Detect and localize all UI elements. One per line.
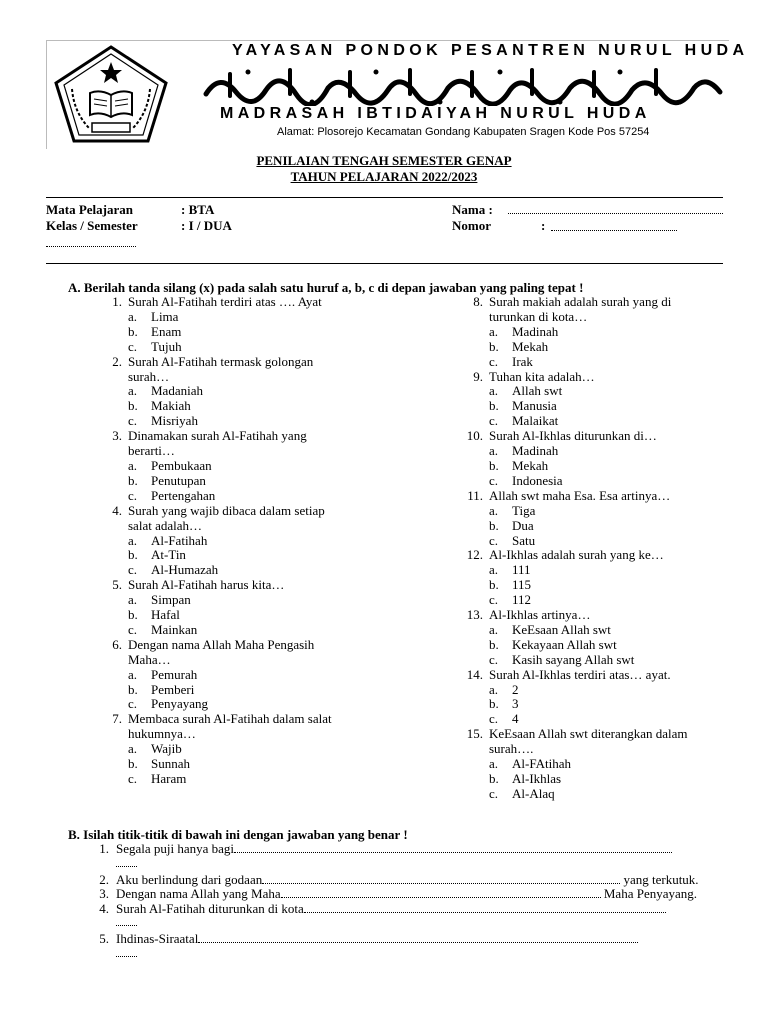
answer-option[interactable] xyxy=(104,683,374,698)
fill-in-item xyxy=(92,887,732,902)
item-number: 5. xyxy=(99,931,109,947)
fill-in-item xyxy=(92,873,732,888)
answer-option[interactable] xyxy=(465,787,735,802)
answer-option[interactable] xyxy=(465,683,735,698)
fill-in-list xyxy=(92,842,732,963)
option-text: Malaikat xyxy=(512,413,559,429)
answer-option[interactable] xyxy=(465,355,735,370)
question-text: Maha… xyxy=(128,651,171,667)
question-number: 10. xyxy=(466,428,483,444)
question-text-line xyxy=(465,295,735,310)
class-label: Kelas / Semester xyxy=(46,218,138,233)
option-text: 2 xyxy=(512,681,519,697)
answer-option[interactable] xyxy=(104,399,374,414)
option-letter: b. xyxy=(128,398,138,414)
option-text: KeEsaan Allah swt xyxy=(512,621,611,637)
number-field-continued[interactable] xyxy=(46,246,136,247)
item-number: 2. xyxy=(99,871,109,887)
question-number: 9. xyxy=(473,368,483,384)
question xyxy=(465,489,735,549)
option-letter: b. xyxy=(128,547,138,563)
option-letter: c. xyxy=(128,621,138,637)
option-text: Madaniah xyxy=(151,383,203,399)
option-letter: a. xyxy=(489,502,499,518)
answer-option[interactable] xyxy=(465,504,735,519)
number-field[interactable] xyxy=(551,230,677,231)
option-letter: b. xyxy=(128,681,138,697)
answer-option[interactable] xyxy=(465,712,735,727)
option-text: Pemurah xyxy=(151,666,198,682)
question-text: Dinamakan surah Al-Fatihah yang xyxy=(128,428,307,444)
option-letter: a. xyxy=(489,323,499,339)
answer-option[interactable] xyxy=(465,459,735,474)
question-text-line xyxy=(104,355,374,370)
question-text: hukumnya… xyxy=(128,726,196,742)
question xyxy=(465,370,735,430)
option-letter: b. xyxy=(489,696,499,712)
question-text-line xyxy=(104,370,374,385)
item-suffix: yang terkutuk. xyxy=(620,871,699,887)
subject-value: : BTA xyxy=(181,202,215,217)
option-text: Pemberi xyxy=(151,681,195,697)
answer-option[interactable] xyxy=(465,399,735,414)
question xyxy=(104,355,374,430)
answer-option[interactable] xyxy=(465,772,735,787)
answer-option[interactable] xyxy=(465,444,735,459)
exam-title: PENILAIAN TENGAH SEMESTER GENAP xyxy=(256,153,512,168)
option-letter: c. xyxy=(489,592,499,608)
option-letter: b. xyxy=(489,577,499,593)
answer-option[interactable] xyxy=(104,414,374,429)
answer-blank[interactable] xyxy=(262,874,620,884)
question-text: Surah Al-Fatihah terdiri atas …. Ayat xyxy=(128,294,322,309)
option-letter: c. xyxy=(489,785,499,801)
question-number: 3. xyxy=(112,428,122,444)
question xyxy=(465,429,735,489)
question-text: Surah Al-Fatihah termask golongan xyxy=(128,353,314,369)
option-text: Hafal xyxy=(151,607,180,623)
question-text-line xyxy=(465,668,735,683)
question-number: 7. xyxy=(112,711,122,727)
question-text: berarti… xyxy=(128,443,175,459)
option-text: Madinah xyxy=(512,323,559,339)
question-text: Surah yang wajib dibaca dalam setiap xyxy=(128,502,325,518)
question-text-line xyxy=(104,504,374,519)
class-value: : I / DUA xyxy=(181,218,232,233)
answer-option[interactable] xyxy=(465,474,735,489)
question-number: 4. xyxy=(112,502,122,518)
question-text-line xyxy=(465,727,735,742)
item-number: 1. xyxy=(99,841,109,856)
option-letter: a. xyxy=(489,621,499,637)
divider-bottom xyxy=(46,263,723,264)
option-letter: c. xyxy=(128,487,138,503)
name-label: Nama : xyxy=(452,202,493,217)
option-text: Allah swt xyxy=(512,383,563,399)
answer-option[interactable] xyxy=(104,608,374,623)
option-letter: a. xyxy=(489,383,499,399)
option-text: Haram xyxy=(151,771,187,786)
question-text-line xyxy=(465,429,735,444)
number-colon: : xyxy=(541,218,546,233)
question xyxy=(104,429,374,504)
answer-option[interactable] xyxy=(104,340,374,355)
question-text-line xyxy=(104,578,374,593)
question-text: Al-Ikhlas artinya… xyxy=(489,607,591,623)
item-text: Ihdinas-Siraatal xyxy=(116,931,199,947)
option-text: Penyayang xyxy=(151,696,209,712)
answer-option[interactable] xyxy=(104,742,374,757)
answer-option[interactable] xyxy=(465,325,735,340)
question-text: Surah makiah adalah surah yang di xyxy=(489,294,672,309)
question-text-line xyxy=(465,310,735,325)
answer-option[interactable] xyxy=(465,534,735,549)
question-text: salat adalah… xyxy=(128,517,202,533)
option-letter: a. xyxy=(489,562,499,578)
option-text: 112 xyxy=(512,592,532,608)
option-letter: a. xyxy=(128,592,138,608)
answer-option[interactable] xyxy=(465,623,735,638)
option-text: Wajib xyxy=(151,741,182,757)
option-text: Irak xyxy=(512,353,533,369)
answer-blank[interactable] xyxy=(281,888,601,898)
answer-option[interactable] xyxy=(465,414,735,429)
question xyxy=(465,727,735,802)
option-text: Misriyah xyxy=(151,413,198,429)
answer-option[interactable] xyxy=(104,310,374,325)
option-letter: c. xyxy=(489,413,499,429)
option-text: Satu xyxy=(512,532,536,548)
answer-blank[interactable] xyxy=(234,843,672,853)
option-text: Sunnah xyxy=(151,756,190,772)
option-text: Mekah xyxy=(512,338,549,354)
question-text-line xyxy=(465,548,735,563)
question-text: KeEsaan Allah swt diterangkan dalam xyxy=(489,726,688,742)
question-number: 11. xyxy=(467,487,483,503)
option-text: Al-Fatihah xyxy=(151,532,208,548)
answer-option[interactable] xyxy=(104,489,374,504)
answer-option[interactable] xyxy=(104,563,374,578)
answer-blank-continued[interactable] xyxy=(116,916,137,926)
item-text: Dengan nama Allah yang Maha xyxy=(116,886,281,902)
option-text: At-Tin xyxy=(151,547,186,563)
question-text: Surah Al-Fatihah harus kita… xyxy=(128,577,285,593)
option-letter: b. xyxy=(489,398,499,414)
option-letter: b. xyxy=(489,636,499,652)
option-letter: c. xyxy=(128,562,138,578)
option-letter: b. xyxy=(128,472,138,488)
option-text: 115 xyxy=(512,577,532,593)
question xyxy=(104,295,374,355)
option-text: Tujuh xyxy=(151,338,182,354)
option-text: Mainkan xyxy=(151,621,198,637)
question-number: 12. xyxy=(466,547,483,563)
question-text: Allah swt maha Esa. Esa artinya… xyxy=(489,487,671,503)
option-text: Al-FAtihah xyxy=(512,756,571,772)
school-address: Alamat: Plosorejo Kecamatan Gondang Kabupaten Sragen Kode Pos 57254 xyxy=(277,126,650,138)
question xyxy=(104,712,374,787)
question-text: Dengan nama Allah Maha Pengasih xyxy=(128,636,315,652)
option-text: Penutupan xyxy=(151,472,206,488)
option-text: Makiah xyxy=(151,398,191,414)
option-text: Kasih sayang Allah swt xyxy=(512,651,635,667)
question-text: surah…. xyxy=(489,741,534,757)
option-text: Indonesia xyxy=(512,472,563,488)
option-letter: c. xyxy=(489,353,499,369)
question-text-line xyxy=(104,519,374,534)
option-text: Lima xyxy=(151,308,179,324)
option-letter: c. xyxy=(489,532,499,548)
option-letter: c. xyxy=(489,472,499,488)
question-text-line xyxy=(104,712,374,727)
question-text-line xyxy=(465,608,735,623)
question-text-line xyxy=(104,653,374,668)
option-text: 4 xyxy=(512,711,519,727)
option-text: Manusia xyxy=(512,398,557,414)
option-letter: b. xyxy=(128,756,138,772)
question-text-line xyxy=(104,429,374,444)
answer-option[interactable] xyxy=(104,623,374,638)
option-text: Simpan xyxy=(151,592,191,608)
fill-in-item xyxy=(92,902,732,927)
answer-option[interactable] xyxy=(104,384,374,399)
question-number: 8. xyxy=(473,294,483,309)
option-letter: b. xyxy=(489,457,499,473)
question-text: Al-Ikhlas adalah surah yang ke… xyxy=(489,547,664,563)
answer-blank-continued[interactable] xyxy=(116,947,137,957)
answer-blank[interactable] xyxy=(304,903,666,913)
question-number: 14. xyxy=(466,666,483,682)
question xyxy=(465,548,735,608)
option-text: Dua xyxy=(512,517,534,533)
school-name: MADRASAH IBTIDAIYAH NURUL HUDA xyxy=(220,105,651,122)
option-text: Kekayaan Allah swt xyxy=(512,636,617,652)
option-letter: a. xyxy=(489,756,499,772)
answer-option[interactable] xyxy=(104,548,374,563)
item-suffix: Maha Penyayang. xyxy=(600,886,698,902)
answer-option[interactable] xyxy=(104,697,374,712)
question-number: 15. xyxy=(466,726,483,742)
option-text: Tiga xyxy=(512,502,536,518)
option-letter: c. xyxy=(128,413,138,429)
item-number: 3. xyxy=(99,886,109,902)
option-text: Al-Humazah xyxy=(151,562,219,578)
answer-option[interactable] xyxy=(104,325,374,340)
option-text: Al-Alaq xyxy=(512,785,555,801)
question xyxy=(465,668,735,728)
option-text: 111 xyxy=(512,562,531,578)
option-letter: b. xyxy=(489,517,499,533)
fill-in-item xyxy=(92,932,732,957)
item-text: Surah Al-Fatihah diturunkan di kota xyxy=(116,900,304,916)
answer-option[interactable] xyxy=(104,757,374,772)
option-letter: a. xyxy=(489,443,499,459)
answer-option[interactable] xyxy=(465,697,735,712)
answer-option[interactable] xyxy=(465,384,735,399)
question-text: surah… xyxy=(128,368,170,384)
option-letter: a. xyxy=(128,308,138,324)
option-text: Mekah xyxy=(512,457,549,473)
questions-left-column xyxy=(104,295,374,787)
question xyxy=(465,608,735,668)
section-b-heading: B. Isilah titik-titik di bawah ini dengan jawaban yang benar ! xyxy=(68,827,408,842)
question xyxy=(104,578,374,638)
subject-label: Mata Pelajaran xyxy=(46,202,134,217)
fill-in-item xyxy=(92,842,732,867)
question-number: 6. xyxy=(112,636,122,652)
question-text: Membaca surah Al-Fatihah dalam salat xyxy=(128,711,332,727)
section-a-heading: A. Berilah tanda silang (x) pada salah satu huruf a, b, c di depan jawaban yang paling tepat ! xyxy=(68,280,584,295)
answer-option[interactable] xyxy=(465,578,735,593)
answer-option[interactable] xyxy=(465,593,735,608)
foundation-name: YAYASAN PONDOK PESANTREN NURUL HUDA xyxy=(232,42,749,59)
question-number: 1. xyxy=(112,294,122,309)
option-text: Madinah xyxy=(512,443,559,459)
option-letter: c. xyxy=(128,771,138,786)
option-text: Pertengahan xyxy=(151,487,216,503)
option-letter: c. xyxy=(128,338,138,354)
option-letter: a. xyxy=(128,666,138,682)
question-text: Tuhan kita adalah… xyxy=(489,368,595,384)
answer-blank[interactable] xyxy=(198,933,638,943)
question-text: Surah Al-Ikhlas diturunkan di… xyxy=(489,428,657,444)
answer-option[interactable] xyxy=(104,474,374,489)
question-text-line xyxy=(465,489,735,504)
question-text: Surah Al-Ikhlas terdiri atas… ayat. xyxy=(489,666,671,682)
questions-right-column xyxy=(465,295,735,802)
option-letter: b. xyxy=(128,607,138,623)
question-number: 13. xyxy=(466,607,483,623)
question-number: 5. xyxy=(112,577,122,593)
answer-option[interactable] xyxy=(104,772,374,787)
option-letter: c. xyxy=(128,696,138,712)
option-letter: a. xyxy=(128,457,138,473)
item-text: Aku berlindung dari godaan xyxy=(116,871,263,887)
item-text: Segala puji hanya bagi xyxy=(116,841,235,856)
question-text-line xyxy=(104,295,374,310)
question xyxy=(465,295,735,370)
answer-option[interactable] xyxy=(104,534,374,549)
question-text-line xyxy=(104,444,374,459)
option-letter: c. xyxy=(489,651,499,667)
answer-option[interactable] xyxy=(465,653,735,668)
option-letter: a. xyxy=(128,741,138,757)
option-letter: b. xyxy=(489,771,499,786)
answer-option[interactable] xyxy=(465,638,735,653)
question-text-line xyxy=(465,742,735,757)
answer-blank-continued[interactable] xyxy=(116,857,137,867)
arabic-calligraphy-icon xyxy=(200,64,728,106)
option-text: Al-Ikhlas xyxy=(512,771,562,786)
option-letter: b. xyxy=(128,323,138,339)
option-text: 3 xyxy=(512,696,519,712)
answer-option[interactable] xyxy=(104,668,374,683)
answer-option[interactable] xyxy=(465,757,735,772)
option-letter: b. xyxy=(489,338,499,354)
question-text-line xyxy=(104,638,374,653)
question-text-line xyxy=(465,370,735,385)
answer-option[interactable] xyxy=(465,563,735,578)
name-field[interactable] xyxy=(508,213,723,214)
answer-option[interactable] xyxy=(465,340,735,355)
school-emblem-icon xyxy=(50,43,172,145)
question-text-line xyxy=(104,727,374,742)
answer-option[interactable] xyxy=(104,459,374,474)
answer-option[interactable] xyxy=(465,519,735,534)
option-letter: a. xyxy=(489,681,499,697)
question xyxy=(104,504,374,579)
option-letter: c. xyxy=(489,711,499,727)
option-text: Enam xyxy=(151,323,182,339)
item-number: 4. xyxy=(99,900,109,916)
number-label: Nomor xyxy=(452,218,491,233)
option-letter: a. xyxy=(128,383,138,399)
option-text: Pembukaan xyxy=(151,457,212,473)
question xyxy=(104,638,374,713)
academic-year: TAHUN PELAJARAN 2022/2023 xyxy=(290,169,478,184)
question-text: turunkan di kota… xyxy=(489,308,588,324)
question-number: 2. xyxy=(112,353,122,369)
divider-top xyxy=(46,197,723,198)
option-letter: a. xyxy=(128,532,138,548)
answer-option[interactable] xyxy=(104,593,374,608)
